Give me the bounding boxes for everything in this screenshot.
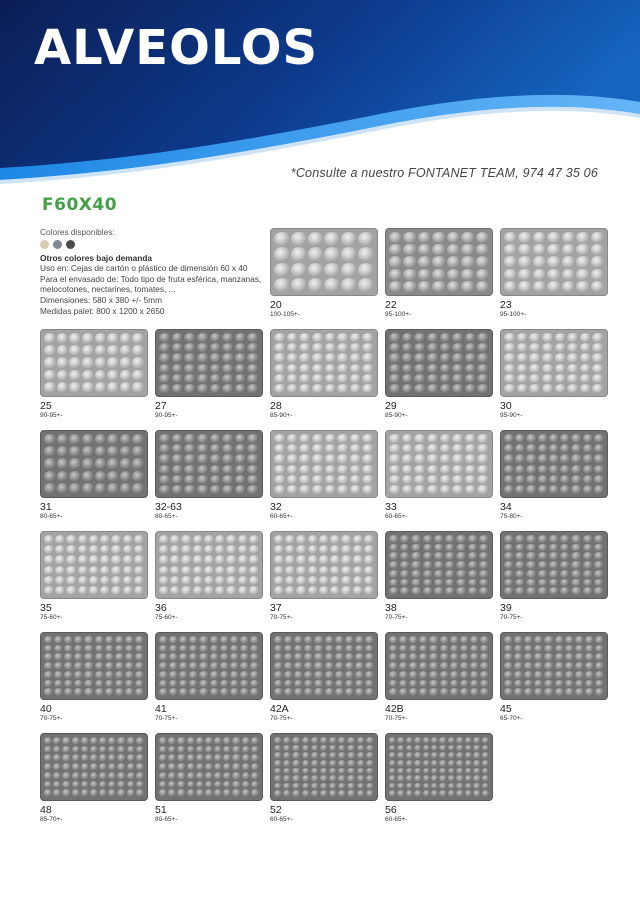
tray-item <box>385 228 493 319</box>
color-swatch-dark-grey <box>66 240 75 249</box>
tray-size-range: 65-70+- <box>500 715 523 722</box>
color-swatches <box>40 240 265 249</box>
tray-size-range: 80-65+- <box>40 513 63 520</box>
tray-image <box>270 531 378 599</box>
tray-item <box>40 733 148 824</box>
tray-size-range: 75-80+- <box>500 513 523 520</box>
tray-size-range: 85-90+- <box>385 412 408 419</box>
tray-image <box>270 632 378 700</box>
tray-number: 35 <box>40 602 52 614</box>
tray-item <box>270 430 378 521</box>
model-heading: F60X40 <box>42 195 118 215</box>
tray-image <box>270 430 378 498</box>
tray-size-range: 60-65+- <box>385 816 408 823</box>
tray-size-range: 60-65+- <box>270 513 293 520</box>
tray-size-range: 85-90+- <box>270 412 293 419</box>
tray-item <box>500 329 608 420</box>
tray-image <box>500 228 608 296</box>
tray-item <box>385 531 493 622</box>
tray-image <box>40 430 148 498</box>
tray-size-range: 80-65+- <box>155 513 178 520</box>
tray-size-range: 70-75+- <box>500 614 523 621</box>
tray-number: 33 <box>385 501 397 513</box>
tray-number: 52 <box>270 804 282 816</box>
contact-note: *Consulte a nuestro FONTANET TEAM, 974 47 35 06 <box>290 166 598 180</box>
dimensions-text: Dimensiones: 580 x 380 +/- 5mm <box>40 294 162 305</box>
tray-number: 41 <box>155 703 167 715</box>
tray-item <box>40 430 148 521</box>
tray-number: 40 <box>40 703 52 715</box>
tray-size-range: 95-90+- <box>500 412 523 419</box>
tray-item <box>270 632 378 723</box>
tray-item <box>385 430 493 521</box>
tray-number: 20 <box>270 299 282 311</box>
tray-image <box>500 531 608 599</box>
color-swatch-beige <box>40 240 49 249</box>
tray-item <box>385 733 493 824</box>
tray-image <box>385 733 493 801</box>
other-colors-note: Otros colores bajo demanda <box>40 252 153 263</box>
tray-item <box>40 632 148 723</box>
page-title: ALVEOLOS <box>34 20 319 76</box>
tray-number: 36 <box>155 602 167 614</box>
colors-label: Colores disponibles: <box>40 227 115 237</box>
tray-item <box>155 430 263 521</box>
tray-image <box>270 733 378 801</box>
tray-size-range: 100-105+- <box>270 311 300 318</box>
tray-size-range: 60-65+- <box>385 513 408 520</box>
tray-item <box>385 329 493 420</box>
tray-item <box>155 531 263 622</box>
tray-size-range: 95-100+- <box>500 311 527 318</box>
tray-number: 39 <box>500 602 512 614</box>
tray-size-range: 70-75+- <box>385 715 408 722</box>
tray-item <box>385 632 493 723</box>
color-swatch-blue-grey <box>53 240 62 249</box>
tray-number: 22 <box>385 299 397 311</box>
tray-size-range: 70-75+- <box>270 715 293 722</box>
tray-image <box>500 632 608 700</box>
tray-image <box>40 531 148 599</box>
tray-item <box>155 733 263 824</box>
tray-size-range: 80-65+- <box>155 816 178 823</box>
tray-image <box>385 531 493 599</box>
tray-number: 51 <box>155 804 167 816</box>
tray-item <box>270 329 378 420</box>
tray-item <box>500 228 608 319</box>
tray-number: 23 <box>500 299 512 311</box>
tray-item <box>270 531 378 622</box>
tray-image <box>385 632 493 700</box>
tray-image <box>40 733 148 801</box>
tray-image <box>385 228 493 296</box>
tray-image <box>270 329 378 397</box>
tray-item <box>40 329 148 420</box>
tray-size-range: 70-75+- <box>40 715 63 722</box>
tray-number: 37 <box>270 602 282 614</box>
tray-size-range: 70-75+- <box>385 614 408 621</box>
tray-number: 31 <box>40 501 52 513</box>
tray-size-range: 90-95+- <box>155 412 178 419</box>
tray-size-range: 85-70+- <box>40 816 63 823</box>
tray-number: 48 <box>40 804 52 816</box>
pallet-text: Medidas palet: 800 x 1200 x 2650 <box>40 305 165 316</box>
tray-number: 34 <box>500 501 512 513</box>
tray-number: 32-63 <box>155 501 182 513</box>
tray-size-range: 70-75+- <box>155 715 178 722</box>
tray-size-range: 95-100+- <box>385 311 412 318</box>
tray-image <box>155 733 263 801</box>
packaging-text-2: melocotones, nectarines, tomates, ... <box>40 284 176 295</box>
tray-image <box>155 531 263 599</box>
tray-size-range: 70-75+- <box>270 614 293 621</box>
tray-number: 42A <box>270 703 289 715</box>
usage-text: Uso en: Cejas de cartón o plástico de dimensión 60 x 40 <box>40 263 248 274</box>
tray-image <box>270 228 378 296</box>
packaging-text-1: Para el envasado de: Todo tipo de fruta esférica, manzanas, <box>40 273 262 284</box>
tray-number: 45 <box>500 703 512 715</box>
tray-image <box>500 329 608 397</box>
tray-size-range: 75-60+- <box>155 614 178 621</box>
tray-number: 29 <box>385 400 397 412</box>
tray-item <box>270 733 378 824</box>
tray-number: 56 <box>385 804 397 816</box>
tray-number: 32 <box>270 501 282 513</box>
tray-number: 27 <box>155 400 167 412</box>
tray-number: 30 <box>500 400 512 412</box>
tray-number: 42B <box>385 703 404 715</box>
tray-item <box>155 632 263 723</box>
tray-item <box>500 632 608 723</box>
tray-item <box>155 329 263 420</box>
tray-image <box>385 430 493 498</box>
tray-number: 38 <box>385 602 397 614</box>
tray-size-range: 60-65+- <box>270 816 293 823</box>
tray-image <box>155 329 263 397</box>
tray-number: 28 <box>270 400 282 412</box>
tray-image <box>40 329 148 397</box>
tray-item <box>270 228 378 319</box>
tray-size-range: 75-60+- <box>40 614 63 621</box>
tray-number: 25 <box>40 400 52 412</box>
tray-item <box>500 430 608 521</box>
tray-item <box>40 531 148 622</box>
tray-image <box>155 632 263 700</box>
tray-image <box>385 329 493 397</box>
product-info <box>40 227 265 316</box>
tray-image <box>500 430 608 498</box>
tray-size-range: 90-95+- <box>40 412 63 419</box>
tray-item <box>500 531 608 622</box>
tray-image <box>155 430 263 498</box>
tray-image <box>40 632 148 700</box>
